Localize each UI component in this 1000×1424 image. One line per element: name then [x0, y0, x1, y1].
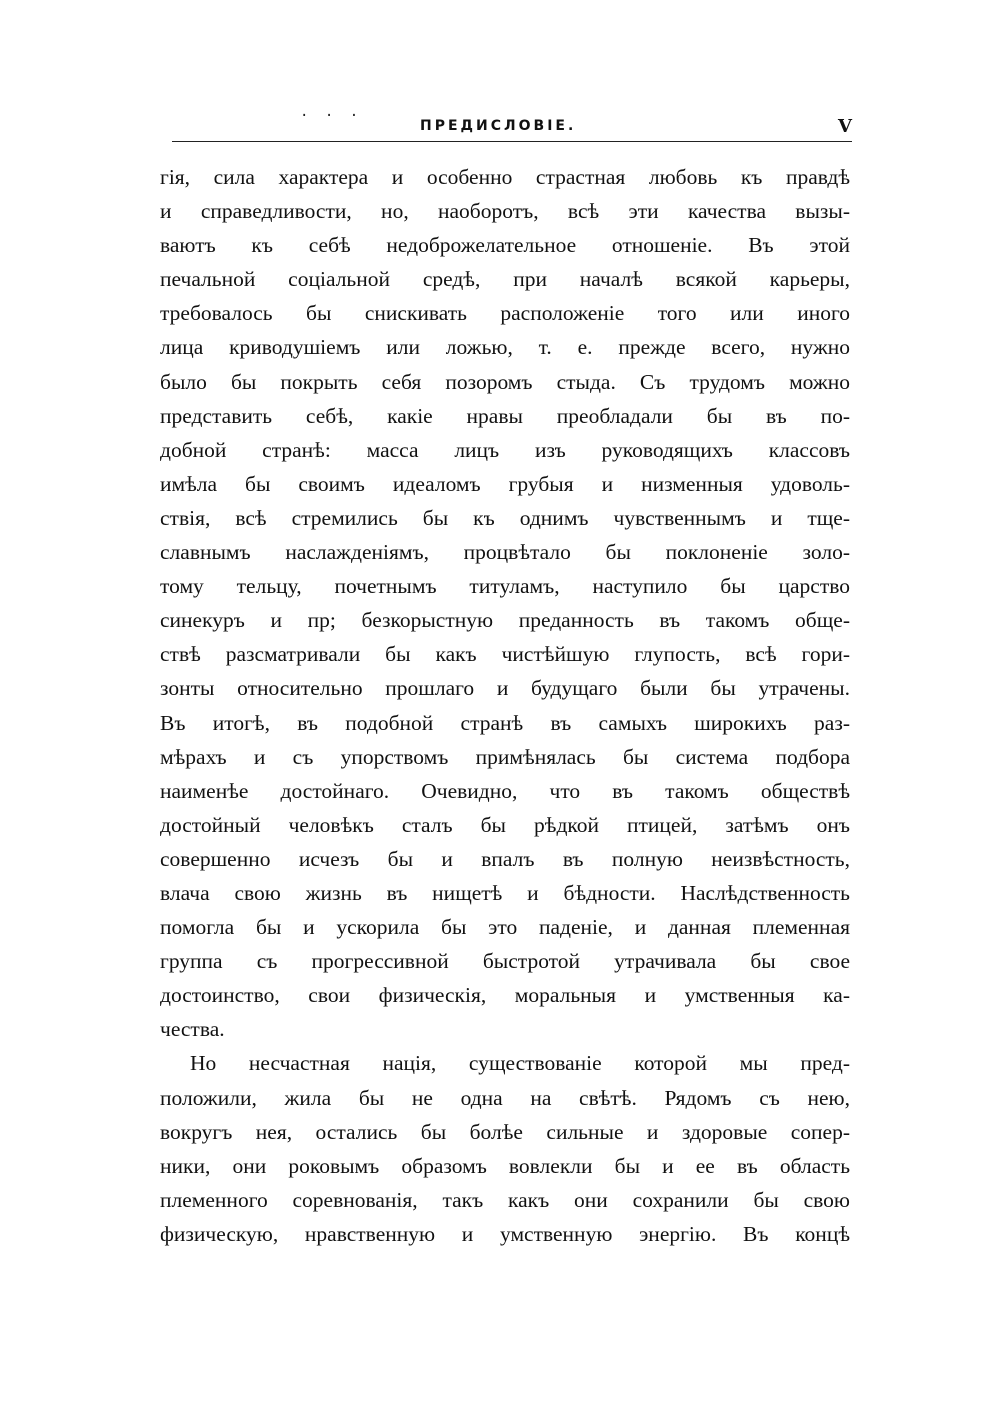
text-line: было бы покрыть себя позоромъ стыда. Съ трудомъ можно — [160, 369, 850, 394]
text-line: вокругъ нея, остались бы болѣе сильные и здоровые сопер- — [160, 1119, 850, 1144]
paragraph-start-line: Но несчастная нація, существованіе которой мы пред- — [190, 1051, 850, 1076]
text-line: положили, жила бы не одна на свѣтѣ. Рядомъ съ нею, — [160, 1085, 850, 1110]
text-line: племенного соревнованія, такъ какъ они сохранили бы свою — [160, 1187, 850, 1212]
paragraph-end-line: чества. — [160, 1017, 225, 1042]
header-rule — [172, 141, 852, 142]
text-line: славнымъ наслажденіямъ, процвѣтало бы поклоненіе золо- — [160, 540, 850, 565]
text-line: лица криводушіемъ или ложью, т. е. прежде всего, нужно — [160, 335, 850, 360]
text-line: печальной соціальной средѣ, при началѣ всякой карьеры, — [160, 267, 850, 292]
text-line: Въ итогѣ, въ подобной странѣ въ самыхъ широкихъ раз- — [160, 710, 850, 735]
body-text — [160, 160, 850, 1251]
text-line: зонты относительно прошлаго и будущаго были бы утрачены. — [160, 676, 850, 701]
text-line: наименѣе достойнаго. Очевидно, что въ такомъ обществѣ — [160, 778, 850, 803]
text-line: и справедливости, но, наоборотъ, всѣ эти качества вызы- — [160, 199, 850, 224]
text-line: достойный человѣкъ сталъ бы рѣдкой птицей, затѣмъ онъ — [160, 812, 850, 837]
running-title: ПРЕДИСЛОВІЕ. — [420, 118, 577, 134]
text-line: мѣрахъ и съ упорствомъ примѣнялась бы система подбора — [160, 744, 850, 769]
text-line: помогла бы и ускорила бы это паденіе, и данная племенная — [160, 915, 850, 940]
text-line: совершенно исчезъ бы и впалъ въ полную неизвѣстность, — [160, 846, 850, 871]
print-specks: · · · — [300, 108, 363, 124]
text-line: физическую, нравственную и умственную энергію. Въ концѣ — [160, 1221, 850, 1246]
page-number: V — [838, 116, 852, 137]
text-line: достоинство, свои физическія, моральныя и умственныя ка- — [160, 983, 850, 1008]
text-line: требовалось бы снискивать расположеніе того или иного — [160, 301, 850, 326]
text-line: влача свою жизнь въ нищетѣ и бѣдности. Наслѣдственность — [160, 880, 850, 905]
text-line: синекуръ и пр; безкорыстную преданность въ такомъ обще- — [160, 608, 850, 633]
text-line: ваютъ къ себѣ недоброжелательное отношеніе. Въ этой — [160, 233, 850, 258]
text-line: гія, сила характера и особенно страстная любовь къ правдѣ — [160, 165, 850, 189]
text-line: имѣла бы своимъ идеаломъ грубыя и низменныя удоволь- — [160, 471, 850, 496]
text-line: добной странѣ: масса лицъ изъ руководящихъ классовъ — [160, 437, 850, 462]
text-line: тому тельцу, почетнымъ титуламъ, наступило бы царство — [160, 574, 850, 599]
text-line: ники, они роковымъ образомъ вовлекли бы и ее въ область — [160, 1153, 850, 1178]
text-line: группа съ прогрессивной быстротой утрачивала бы свое — [160, 949, 850, 974]
text-line: ствія, всѣ стремились бы къ однимъ чувственнымъ и тще- — [160, 505, 850, 530]
text-line: ствѣ разсматривали бы какъ чистѣйшую глупость, всѣ гори- — [160, 642, 850, 667]
text-line: представить себѣ, какіе нравы преобладали бы въ по- — [160, 403, 850, 428]
